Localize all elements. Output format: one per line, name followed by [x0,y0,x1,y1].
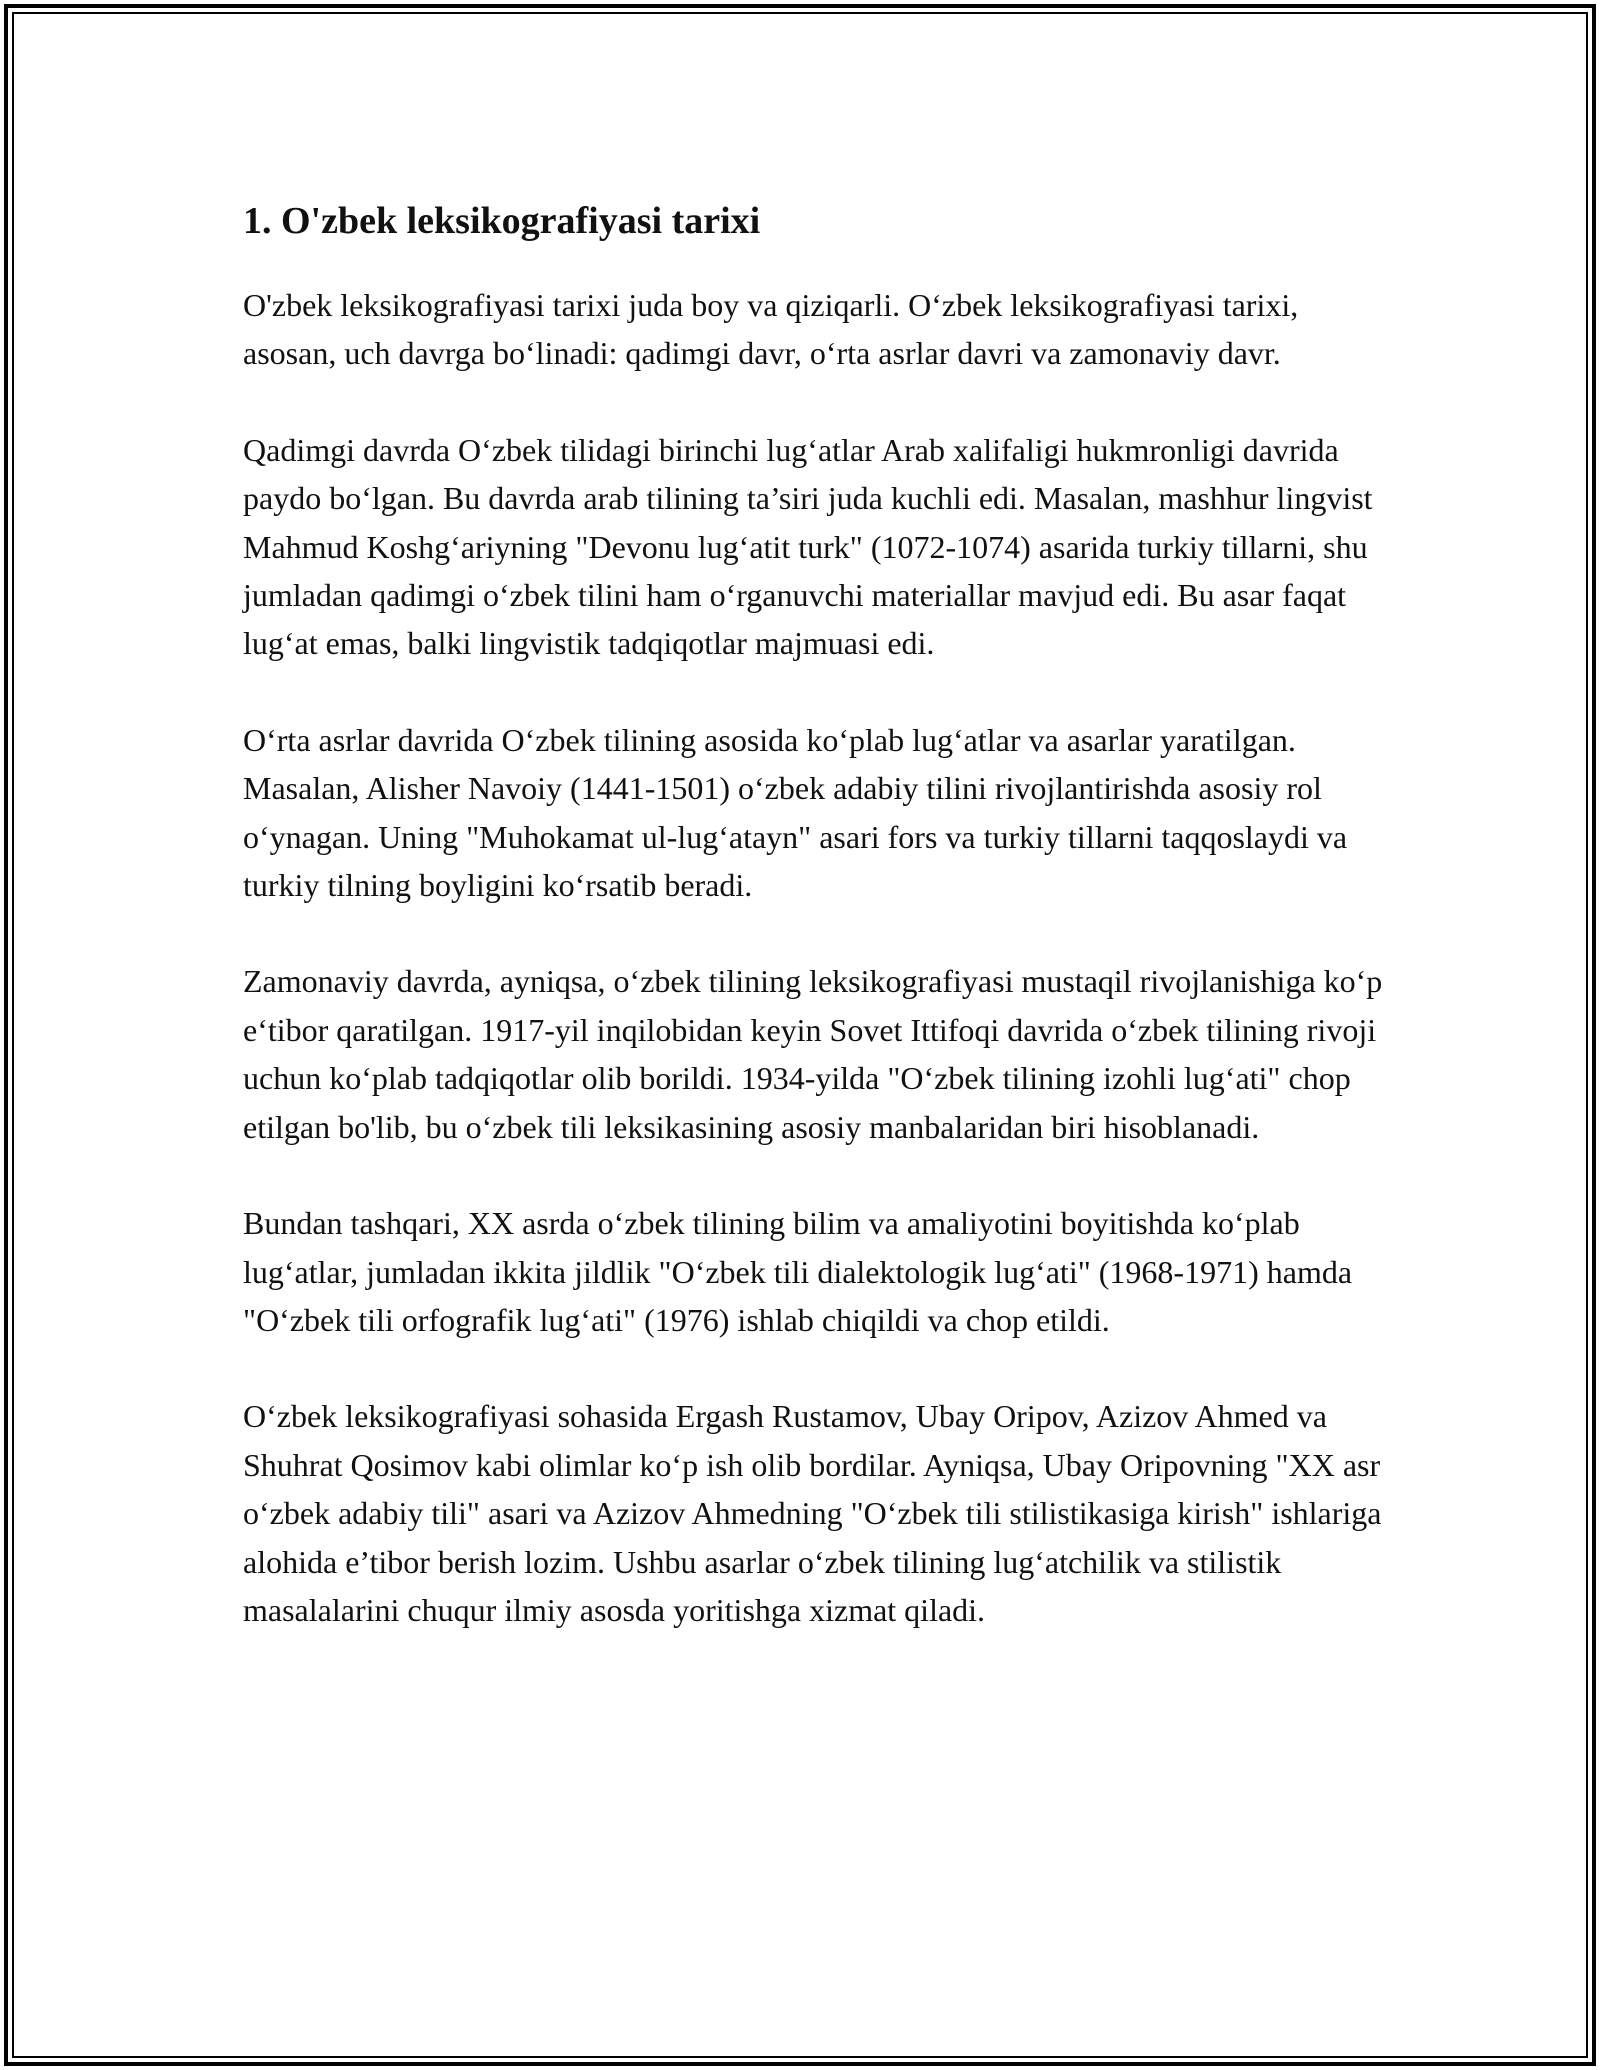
paragraph-ancient-period: Qadimgi davrda O‘zbek tilidagi birinchi lug‘atlar Arab xalifaligi hukmronligi davrida paydo bo‘lgan. Bu davrda arab tilining ta’siri juda kuchli edi. Masalan, mashhur lingvist Mahmud Koshg‘ariyning "Devonu lug‘atit turk" (1072-1074) asarida turkiy tillarni, shu jumladan qadimgi o‘zbek tilini ham o‘rganuvchi materiallar mavjud edi. Bu asar faqat lug‘at emas, balki lingvistik tadqiqotlar majmuasi edi. [243,431,1373,662]
paragraph-scholars: O‘zbek leksikografiyasi sohasida Ergash Rustamov, Ubay Oripov, Azizov Ahmed va Shuhrat Qosimov kabi olimlar ko‘p ish olib bordilar. Ayniqsa, Ubay Oripovning "XX asr o‘zbek adabiy tili" asari va Azizov Ahmedning "O‘zbek tili stilistikasiga kirish" ishlariga alohida e’tibor berish lozim. Ushbu asarlar o‘zbek tilining lug‘atchilik va stilistik masalalarini chuqur ilmiy asosda yoritishga xizmat qiladi. [243,1398,1382,1628]
paragraph-twentieth-century: Bundan tashqari, XX asrda o‘zbek tilining bilim va amaliyotini boyitishda ko‘plab lug‘atlar, jumladan ikkita jildlik "O‘zbek tili dialektologik lug‘ati" (1968-1971) hamda "O‘zbek tili orfografik lug‘ati" (1976) ishlab chiqildi va chop etildi. [243,1205,1353,1338]
paragraph-medieval-period: O‘rta asrlar davrida O‘zbek tilining asosida ko‘plab lug‘atlar va asarlar yaratilgan. Masalan, Alisher Navoiy (1441-1501) o‘zbek adabiy tilini rivojlantirishda asosiy rol o‘ynagan. Uning "Muhokamat ul-lug‘atayn" asari fors va turkiy tillarni taqqoslaydi va turkiy tilning boyligini ko‘rsatib beradi. [243,721,1348,904]
paragraph-modern-period: Zamonaviy davrda, ayniqsa, o‘zbek tilining leksikografiyasi mustaqil rivojlanishiga ko‘p e‘tibor qaratilgan. 1917-yil inqilobidan keyin Sovet Ittifoqi davrida o‘zbek tilining rivoji uchun ko‘plab tadqiqotlar olib borildi. 1934-yilda "O‘zbek tilining izohli lug‘ati" chop etilgan bo'lib, bu o‘zbek tili leksikasining asosiy manbalaridan biri hisoblanadi. [243,963,1383,1145]
document-body [243,193,1383,1634]
paragraph-intro: O'zbek leksikografiyasi tarixi juda boy va qiziqarli. O‘zbek leksikografiyasi tarixi, asosan, uch davrga bo‘linadi: qadimgi davr, o‘rta asrlar davri va zamonaviy davr. [243,287,1299,372]
page-border [4,4,1596,2066]
section-heading: 1. O'zbek leksikografiyasi tarixi [243,200,761,242]
